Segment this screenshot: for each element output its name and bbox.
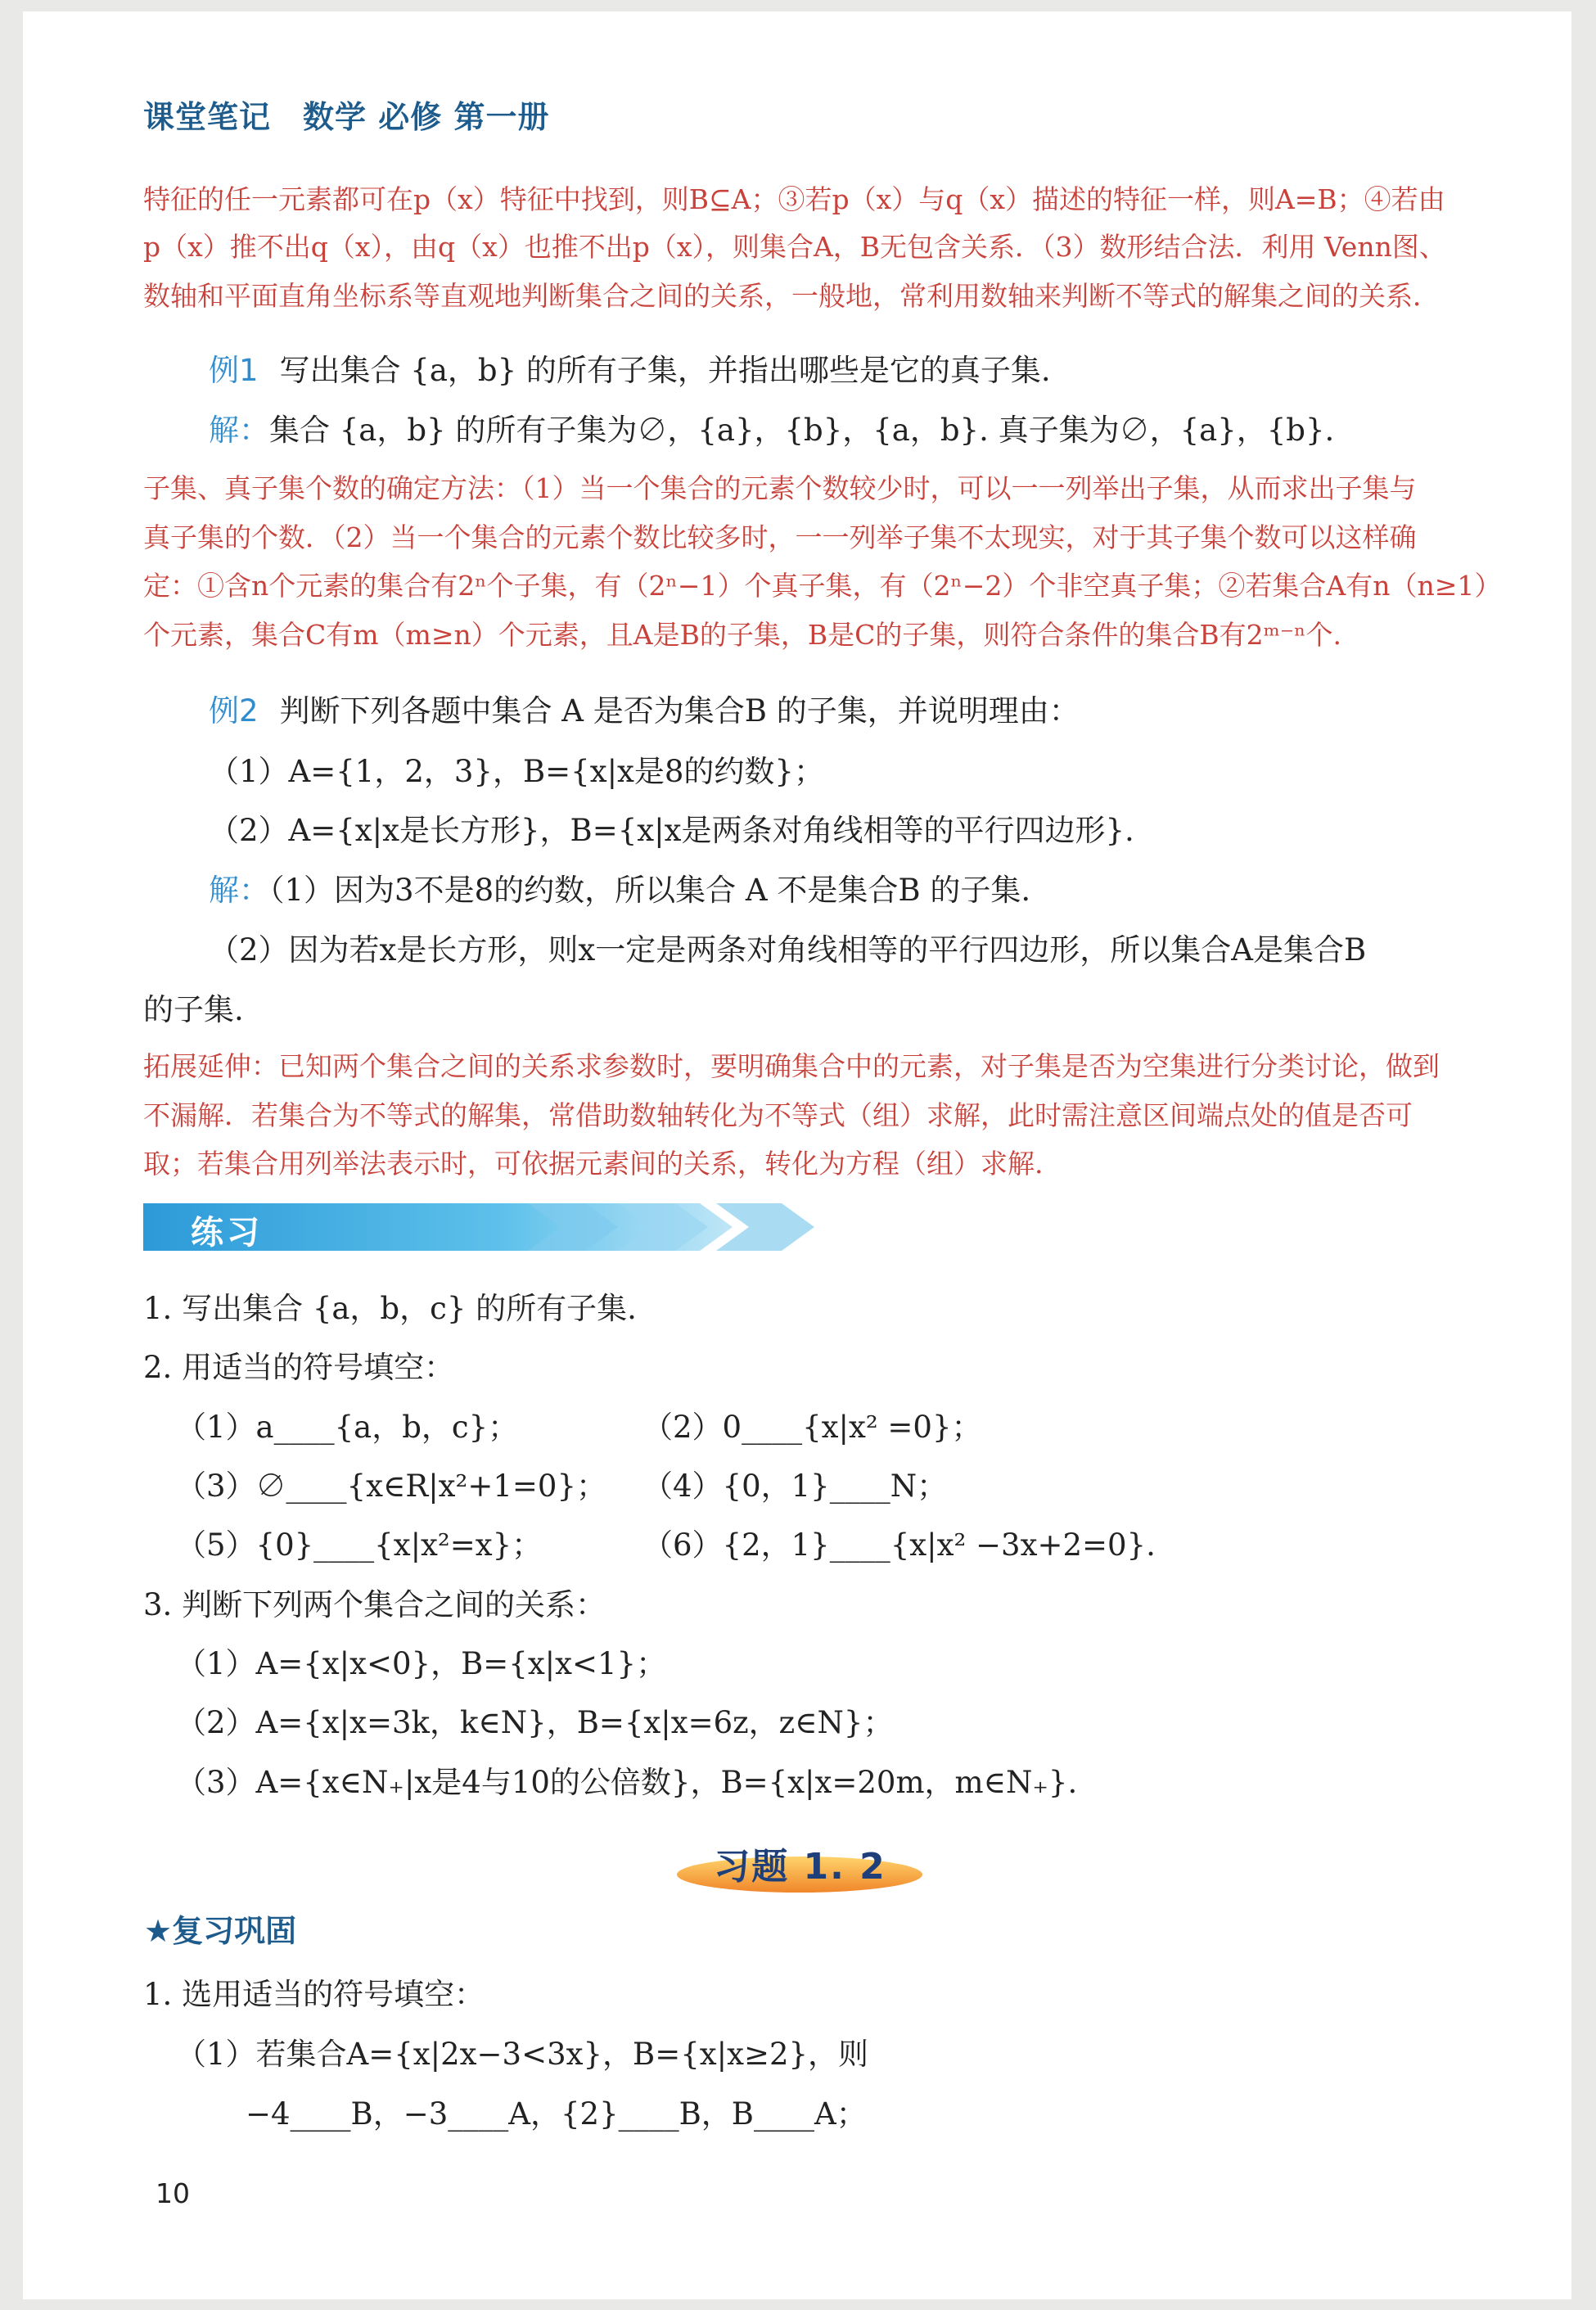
relation-item: （2）A={x|x=3k，k∈N}，B={x|x=6z，z∈N}； [176, 1705, 894, 1740]
note-line: 真子集的个数．（2）当一个集合的元素个数比较多时，一一列举子集不太现实，对于其子集个数可以这样确 [143, 521, 1417, 553]
note-line: 个元素，集合C有m（m≥n）个元素，且A是B的子集，B是C的子集，则符合条件的集合B有2ᵐ⁻ⁿ个. [143, 619, 1341, 651]
relation-item: （1）A={x|x<0}，B={x|x<1}； [176, 1646, 667, 1681]
fill-item: （6）{2，1}____{x|x² −3x+2=0}. [642, 1527, 1156, 1563]
page-number: 10 [156, 2177, 190, 2209]
fill-item: （1）a____{a，b，c}； [176, 1410, 519, 1445]
page-header: 课堂笔记 数学 必修 第一册 [143, 99, 550, 135]
solution-text: （1）因为3不是8的约数，所以集合 A 不是集合B 的子集. [269, 873, 1031, 908]
note-line: 子集、真子集个数的确定方法：（1）当一个集合的元素个数较少时，可以一一列举出子集，从而求出子集与 [143, 472, 1417, 504]
note-line: 数轴和平面直角坐标系等直观地判断集合之间的关系，一般地，常利用数轴来判断不等式的解集之间的关系． [143, 280, 1440, 312]
solution-line: （2）因为若x是长方形，则x一定是两条对角线相等的平行四边形，所以集合A是集合B [209, 932, 1367, 968]
question: 1. 选用适当的符号填空： [143, 1977, 485, 2012]
example-text: 写出集合 {a，b} 的所有子集，并指出哪些是它的真子集. [279, 353, 1051, 388]
fill-item: （3）∅____{x∈R|x²+1=0}； [176, 1469, 606, 1504]
solution-text: 集合 {a，b} 的所有子集为∅，{a}，{b}，{a，b}. 真子集为∅，{a}，{b}. [269, 413, 1335, 448]
example-label: 例2 [209, 693, 259, 729]
practice-title: 练习 [191, 1214, 263, 1252]
example-item: （1）A={1，2，3}，B={x|x是8的约数}； [209, 754, 824, 789]
note-line: 特征的任一元素都可在p（x）特征中找到，则B⊆A；③若p（x）与q（x）描述的特征一样，则A=B；④若由 [143, 183, 1445, 215]
note-line: 取；若集合用列举法表示时，可依据元素间的关系，转化为方程（组）求解. [143, 1148, 1044, 1180]
example-text: 判断下列各题中集合 A 是否为集合B 的子集，并说明理由： [279, 693, 1080, 729]
example-label: 例1 [209, 353, 259, 388]
example-1-solution [209, 405, 1334, 449]
question: 2. 用适当的符号填空： [143, 1350, 455, 1385]
example-1 [209, 345, 1051, 390]
note-line: 定：①含n个元素的集合有2ⁿ个子集，有（2ⁿ−1）个真子集，有（2ⁿ−2）个非空真子集；②若集合A有n（n≥1） [143, 570, 1502, 602]
question: 3. 判断下列两个集合之间的关系： [143, 1587, 606, 1622]
note-line: p（x）推不出q（x），由q（x）也推不出p（x），则集合A，B无包含关系．（3）数形结合法．利用 Venn图、 [143, 231, 1446, 263]
example-2-solution [209, 865, 1030, 909]
fill-item: （2）0____{x|x² =0}； [642, 1410, 982, 1445]
exercise-banner [675, 1832, 925, 1897]
solution-label: 解： [209, 413, 269, 448]
fill-item: （4）{0，1}____N； [642, 1469, 948, 1504]
exercise-item: （1）若集合A={x|2x−3<3x}，B={x|x≥2}，则 [176, 2037, 869, 2072]
solution-line: 的子集. [143, 992, 244, 1027]
fill-item: （5）{0}____{x|x²=x}； [176, 1527, 543, 1563]
question: 1. 写出集合 {a，b，c} 的所有子集. [143, 1291, 637, 1326]
relation-item: （3）A={x∈N₊|x是4与10的公倍数}，B={x|x=20m，m∈N₊}. [176, 1765, 1078, 1800]
solution-label: 解： [209, 873, 269, 908]
exercise-title: 习题 1. 2 [714, 1846, 886, 1888]
example-2 [209, 686, 1080, 730]
practice-banner [143, 1203, 847, 1251]
example-item: （2）A={x|x是长方形}，B={x|x是两条对角线相等的平行四边形}. [209, 813, 1134, 848]
review-section-title: ★复习巩固 [144, 1913, 297, 1949]
note-line: 不漏解．若集合为不等式的解集，常借助数轴转化为不等式（组）求解，此时需注意区间端点处的值是否可 [143, 1099, 1413, 1131]
exercise-blanks: −4____B，−3____A，{2}____B，B____A； [246, 2096, 867, 2132]
note-line: 拓展延伸：已知两个集合之间的关系求参数时，要明确集合中的元素，对子集是否为空集进行分类讨论，做到 [143, 1050, 1440, 1082]
